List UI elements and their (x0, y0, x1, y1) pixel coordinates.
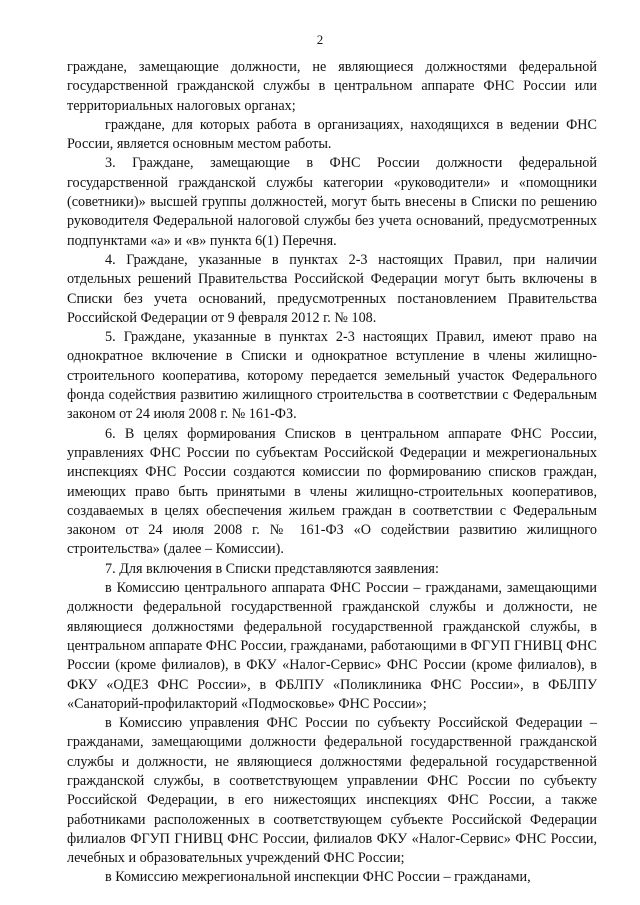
paragraph-6: 6. В целях формирования Списков в центральном аппарате ФНС России, управлениях ФНС России по субъектам Российской Федерации и межрегиональных инспекциях ФНС России создаются комиссии по формированию списков граждан, имеющих право быть принятыми в члены жилищно-строительных кооперативов, создаваемых в целях обеспечения жильем граждан в соответствии с Федеральным законом от 24 июля 2008 г. № 161-ФЗ «О содействии развитию жилищного строительства» (далее – Комиссии). (67, 425, 597, 558)
paragraph-9: в Комиссию управления ФНС России по субъекту Российской Федерации – гражданами, замещающими должности федеральной государственной гражданской службы и должности, не являющиеся должностями федеральной государственной гражданской службы, в соответствующем управлении ФНС России по субъекту Российской Федерации, в его нижестоящих инспекциях ФНС России, а также работниками расположенных в соответствующем субъекте Российской Федерации филиалов ФГУП ГНИВЦ ФНС России, филиалов ФКУ «Налог-Сервис» ФНС России, лечебных и образовательных учреждений ФНС России; (67, 715, 597, 867)
paragraph-8: в Комиссию центрального аппарата ФНС России – гражданами, замещающими должности федеральной государственной гражданской службы и должности, не являющиеся должностями федеральной государственной гражданской службы, в центральном аппарате ФНС России, гражданами, работающими в ФГУП ГНИВЦ ФНС России (кроме филиалов), в ФКУ «Налог-Сервис» ФНС России (кроме филиалов), в ФКУ «ОДЕЗ ФНС России», в ФБЛПУ «Поликлиника ФНС России», в ФБЛПУ «Санаторий-профилакторий «Подмосковье» ФНС России»; (67, 580, 597, 712)
paragraph-1: граждане, замещающие должности, не являющиеся должностями федеральной государственной гражданской службы в центральном аппарате ФНС России или территориальных налоговых органах; (67, 59, 597, 114)
paragraph-3: 3. Граждане, замещающие в ФНС России должности федеральной государственной гражданской службы категории «руководители» и «помощники (советники)» высшей группы должностей, могут быть внесены в Списки по решению руководителя Федеральной налоговой службы без учета оснований, предусмотренных подпунктами «а» и «в» пункта 6(1) Перечня. (67, 155, 597, 249)
paragraph-7: 7. Для включения в Списки представляются заявления: (105, 560, 439, 577)
page-number: 2 (316, 32, 324, 47)
paragraph-2: граждане, для которых работа в организациях, находящихся в ведении ФНС России, является основным местом работы. (67, 116, 597, 153)
paragraph-10: в Комиссию межрегиональной инспекции ФНС России – гражданами, (105, 869, 531, 886)
paragraph-5: 5. Граждане, указанные в пунктах 2-3 настоящих Правил, имеют право на однократное включение в Списки и однократное вступление в члены жилищно-строительного кооператива, которому передается земельный участок Федерального фонда содействия развитию жилищного строительства в соответствии с Федеральным законом от 24 июля 2008 г. № 161-ФЗ. (67, 329, 597, 423)
document-body (67, 58, 597, 888)
paragraph-4: 4. Граждане, указанные в пунктах 2-3 настоящих Правил, при наличии отдельных решений Правительства Российской Федерации могут быть включены в Списки без учета оснований, предусмотренных постановлением Правительства Российской Федерации от 9 февраля 2012 г. № 108. (67, 251, 597, 326)
